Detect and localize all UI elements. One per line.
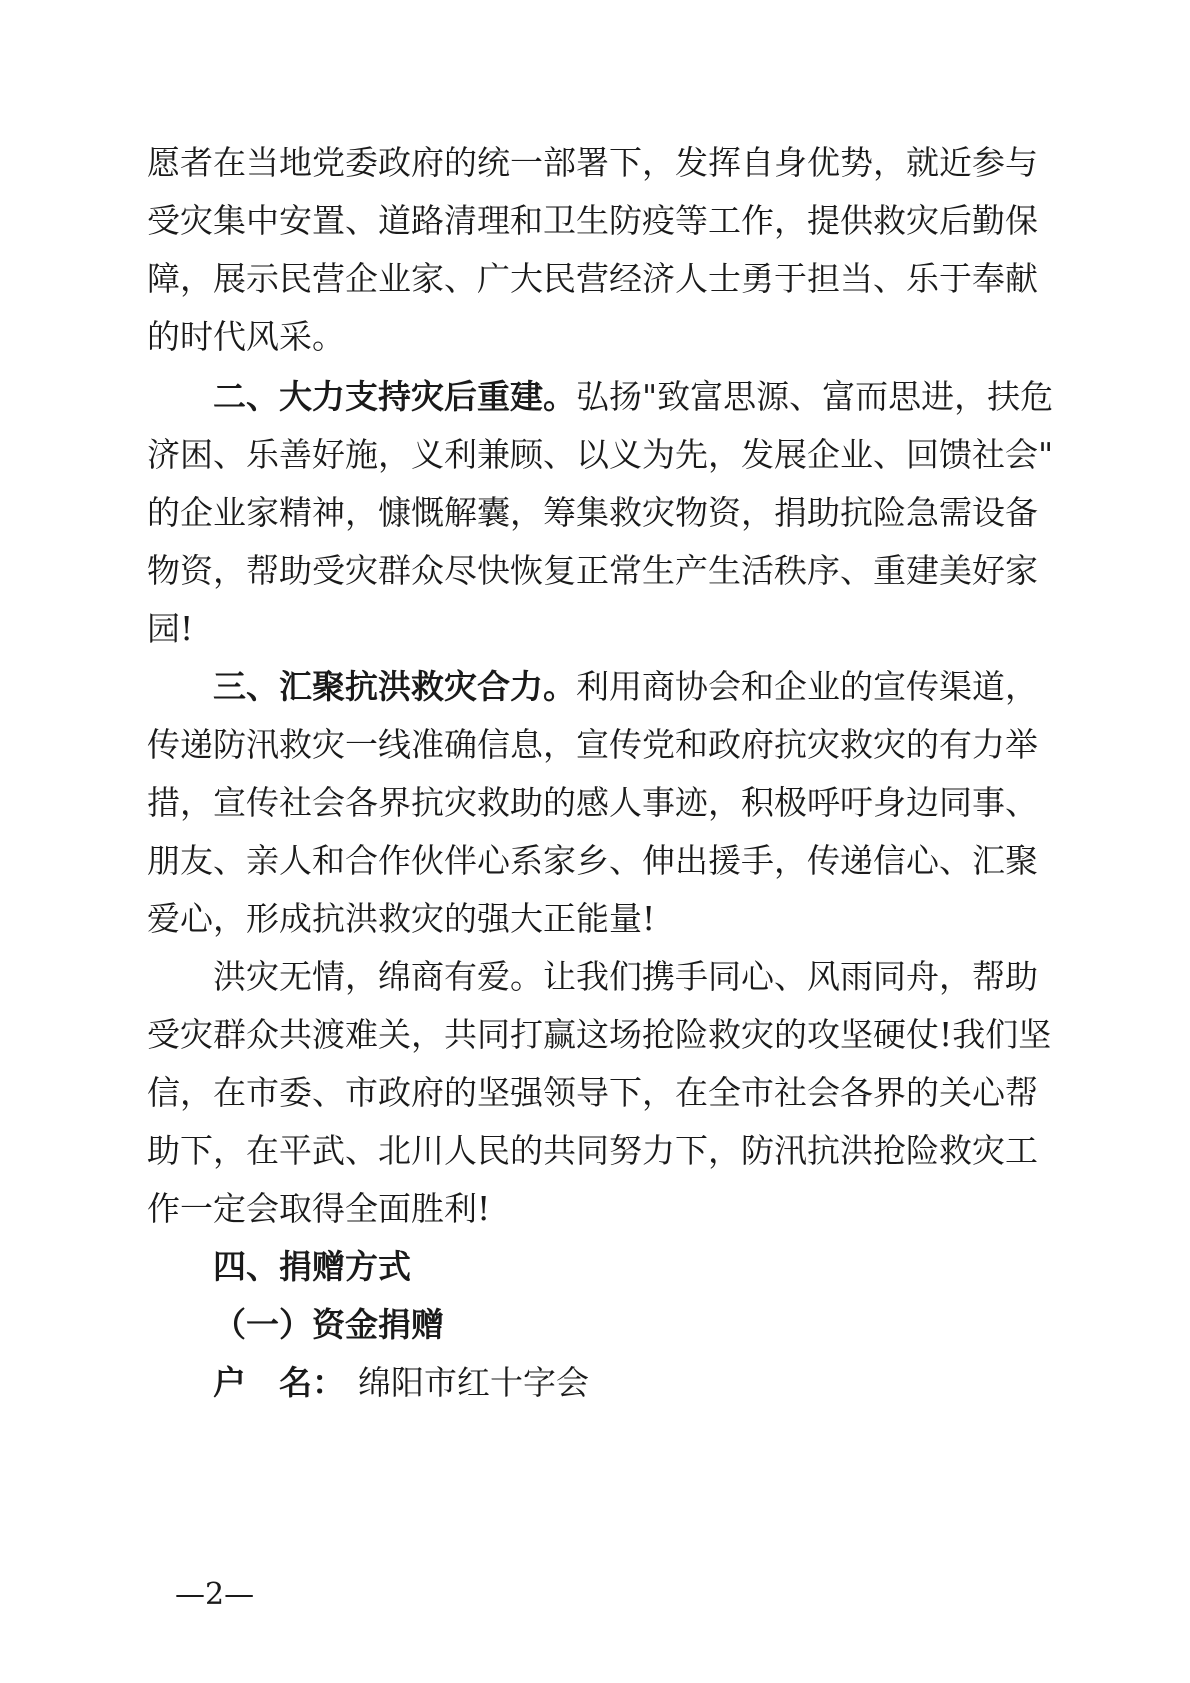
account-name-value: 绵阳市红十字会	[358, 1363, 589, 1402]
paragraph-line: 园!	[147, 609, 194, 648]
paragraph-line: 的时代风采。	[147, 317, 345, 356]
paragraph-line: 朋友、亲人和合作伙伴心系家乡、伸出援手，传递信心、汇聚	[147, 841, 1038, 880]
paragraph-line: 洪灾无情，绵商有爱。让我们携手同心、风雨同舟，帮助	[213, 957, 1038, 996]
page-number: —2—	[175, 1577, 255, 1612]
paragraph-line: 障，展示民营企业家、广大民营经济人士勇于担当、乐于奉献	[147, 259, 1038, 298]
section-3-heading: 三、汇聚抗洪救灾合力。	[213, 667, 576, 706]
section-2-text: 弘扬"致富思源、富而思进，扶危	[576, 377, 1054, 416]
account-name-label: 户 名：	[213, 1363, 345, 1402]
paragraph-line: 信，在市委、市政府的坚强领导下，在全市社会各界的关心帮	[147, 1073, 1038, 1112]
paragraph-line: 措，宣传社会各界抗灾救助的感人事迹，积极呼吁身边同事、	[147, 783, 1038, 822]
paragraph-line: 受灾群众共渡难关，共同打赢这场抢险救灾的攻坚硬仗!我们坚	[147, 1015, 1052, 1054]
subsection-heading: （一）资金捐赠	[213, 1305, 444, 1344]
section-3-text: 利用商协会和企业的宣传渠道，	[576, 667, 1038, 706]
paragraph-line: 作一定会取得全面胜利!	[147, 1189, 491, 1228]
section-2-heading: 二、大力支持灾后重建。	[213, 377, 576, 416]
paragraph-line: 爱心，形成抗洪救灾的强大正能量!	[147, 899, 656, 938]
paragraph-line: 助下，在平武、北川人民的共同努力下，防汛抗洪抢险救灾工	[147, 1131, 1038, 1170]
paragraph-line: 济困、乐善好施，义利兼顾、以义为先，发展企业、回馈社会"	[147, 435, 1054, 474]
section-4-heading: 四、捐赠方式	[213, 1247, 411, 1286]
paragraph-line: 愿者在当地党委政府的统一部署下，发挥自身优势，就近参与	[147, 143, 1038, 182]
section-3-first-line	[213, 656, 1038, 718]
paragraph-line: 物资，帮助受灾群众尽快恢复正常生产生活秩序、重建美好家	[147, 551, 1038, 590]
section-2-first-line	[213, 366, 1054, 428]
paragraph-line: 的企业家精神，慷慨解囊，筹集救灾物资，捐助抗险急需设备	[147, 493, 1038, 532]
paragraph-line: 传递防汛救灾一线准确信息，宣传党和政府抗灾救灾的有力举	[147, 725, 1038, 764]
paragraph-line: 受灾集中安置、道路清理和卫生防疫等工作，提供救灾后勤保	[147, 201, 1038, 240]
